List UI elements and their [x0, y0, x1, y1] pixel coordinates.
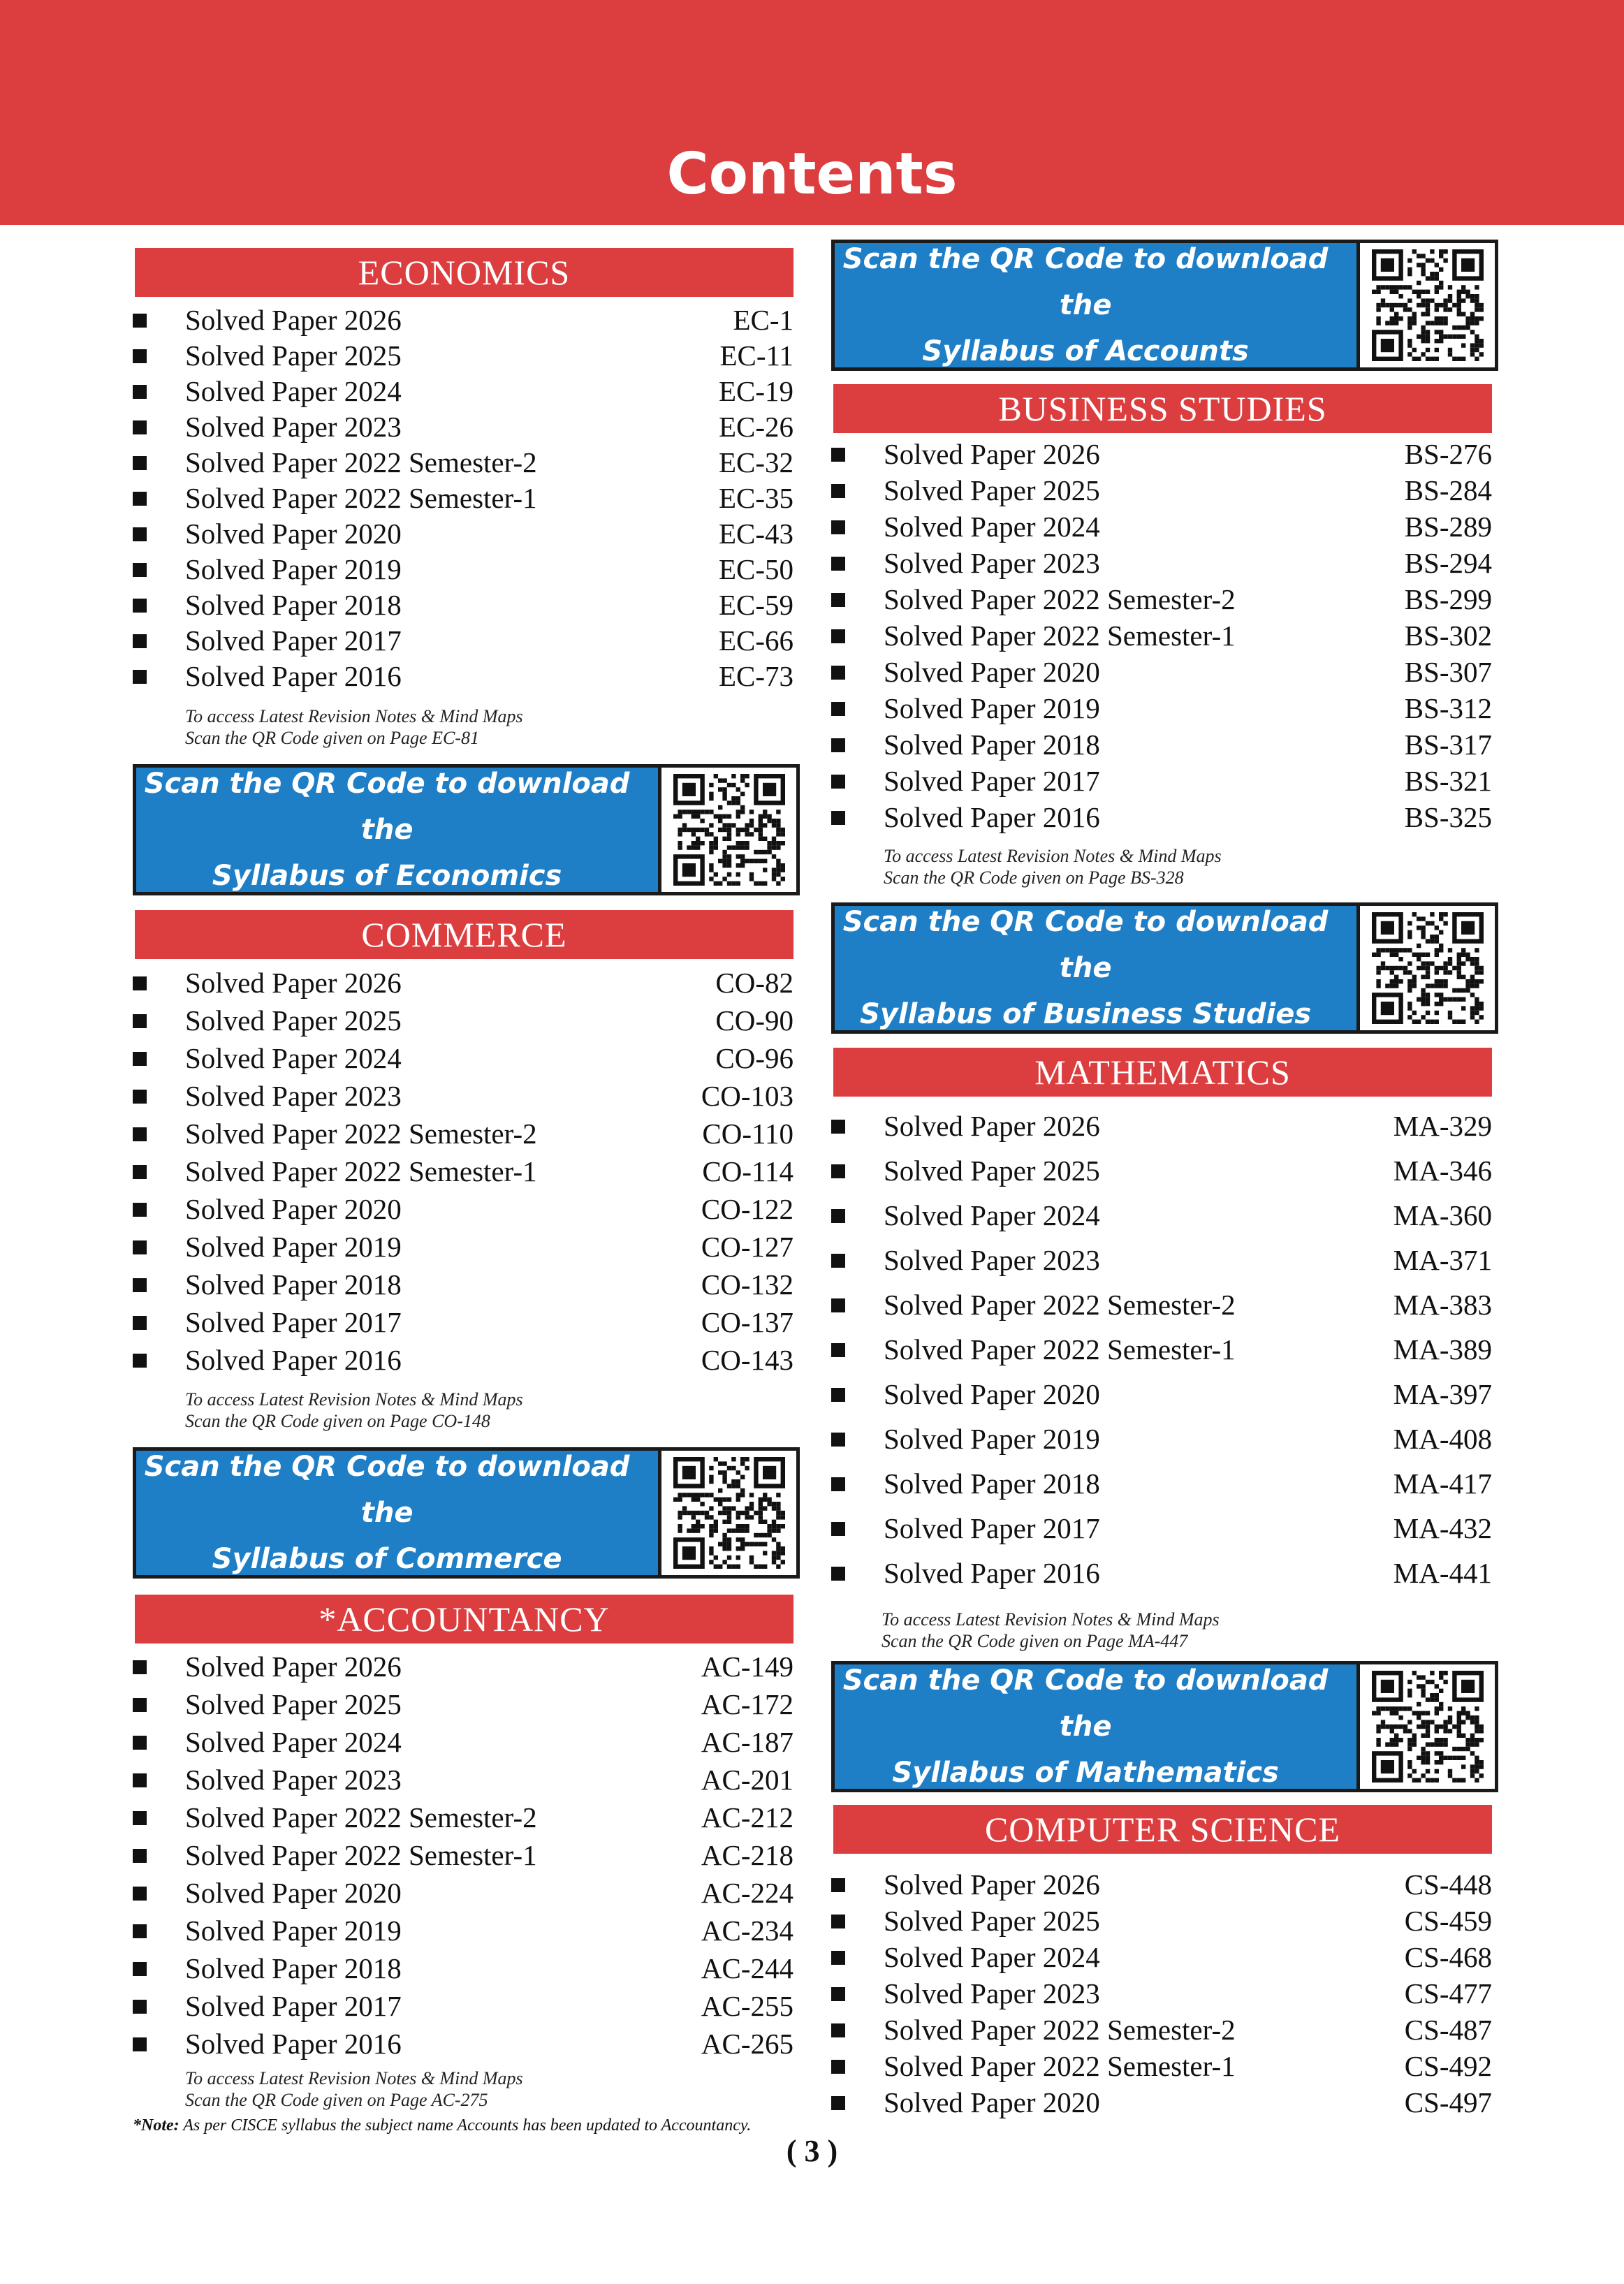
toc-entry-page: CS-448	[1404, 1868, 1492, 1901]
square-bullet-icon	[831, 1567, 845, 1581]
toc-entry-page: BS-289	[1404, 511, 1492, 543]
toc-entry-page: AC-244	[701, 1952, 793, 1984]
toc-entry[interactable]	[133, 622, 793, 659]
square-bullet-icon	[831, 1951, 845, 1965]
toc-entry[interactable]	[831, 2048, 1492, 2084]
toc-entry-page: EC-26	[718, 411, 793, 443]
toc-entry-page: BS-294	[1404, 547, 1492, 579]
square-bullet-icon	[133, 1660, 147, 1674]
toc-entry-title: Solved Paper 2017	[884, 1512, 1100, 1544]
toc-entry-title: Solved Paper 2022 Semester-1	[185, 1155, 537, 1187]
toc-entry-title: Solved Paper 2024	[884, 511, 1100, 543]
toc-entry-title: Solved Paper 2019	[884, 692, 1100, 724]
square-bullet-icon	[831, 557, 845, 571]
square-bullet-icon	[133, 634, 147, 648]
square-bullet-icon	[133, 527, 147, 541]
square-bullet-icon	[831, 1209, 845, 1223]
toc-entry-page: CO-114	[702, 1155, 793, 1187]
section-header-commerce: COMMERCE	[135, 910, 793, 959]
toc-entry-page: BS-302	[1404, 620, 1492, 652]
toc-entry[interactable]	[831, 508, 1492, 545]
toc-entry[interactable]	[831, 1331, 1492, 1368]
toc-entry-page: CO-90	[715, 1004, 793, 1037]
toc-entry[interactable]	[831, 690, 1492, 726]
business-studies-qr-banner: Scan the QR Code to download the Syllabus of Business Studies	[831, 902, 1498, 1034]
toc-entry-title: Solved Paper 2017	[185, 624, 402, 657]
square-bullet-icon	[133, 420, 147, 434]
toc-entry-title: Solved Paper 2024	[185, 1726, 402, 1758]
square-bullet-icon	[133, 2037, 147, 2051]
toc-entry-page: EC-1	[733, 304, 793, 336]
toc-entry[interactable]	[133, 1799, 793, 1836]
toc-entry-title: Solved Paper 2018	[185, 1952, 402, 1984]
toc-entry-page: AC-187	[701, 1726, 793, 1758]
toc-entry-title: Solved Paper 2022 Semester-1	[884, 1333, 1236, 1366]
toc-entry-page: CO-96	[715, 1042, 793, 1074]
toc-entry-page: MA-417	[1393, 1467, 1492, 1500]
toc-entry[interactable]	[831, 799, 1492, 835]
toc-entry-page: BS-299	[1404, 583, 1492, 615]
toc-entry[interactable]	[133, 551, 793, 587]
toc-entry-title: Solved Paper 2016	[884, 801, 1100, 833]
square-bullet-icon	[133, 1090, 147, 1104]
toc-entry-page: MA-408	[1393, 1423, 1492, 1455]
toc-entry-page: EC-59	[718, 589, 793, 621]
square-bullet-icon	[831, 1878, 845, 1892]
square-bullet-icon	[831, 2096, 845, 2110]
toc-entry-page: CO-103	[701, 1080, 793, 1112]
toc-entry-title: Solved Paper 2017	[884, 765, 1100, 797]
toc-entry-title: Solved Paper 2023	[185, 1080, 402, 1112]
square-bullet-icon	[831, 1987, 845, 2001]
toc-entry[interactable]	[133, 1304, 793, 1340]
toc-entry-page: EC-19	[718, 375, 793, 407]
toc-entry[interactable]	[831, 1975, 1492, 2012]
toc-entry[interactable]	[133, 1266, 793, 1303]
toc-entry-page: CO-122	[701, 1193, 793, 1225]
square-bullet-icon	[133, 1165, 147, 1179]
square-bullet-icon	[133, 1240, 147, 1254]
toc-entry-page: CS-487	[1404, 2014, 1492, 2046]
toc-entry-title: Solved Paper 2018	[185, 589, 402, 621]
toc-entry-title: Solved Paper 2024	[884, 1199, 1100, 1231]
toc-entry[interactable]	[831, 763, 1492, 799]
square-bullet-icon	[133, 349, 147, 363]
toc-entry[interactable]	[831, 1555, 1492, 1591]
toc-entry[interactable]	[133, 1686, 793, 1722]
toc-entry-page: AC-212	[701, 1801, 793, 1833]
toc-entry[interactable]	[133, 409, 793, 445]
square-bullet-icon	[831, 1120, 845, 1134]
toc-entry-title: Solved Paper 2016	[185, 660, 402, 692]
toc-entry-title: Solved Paper 2026	[185, 967, 402, 999]
toc-entry[interactable]	[831, 436, 1492, 472]
square-bullet-icon	[133, 1316, 147, 1330]
toc-entry-page: MA-360	[1393, 1199, 1492, 1231]
toc-entry-page: EC-66	[718, 624, 793, 657]
toc-entry-page: CO-110	[702, 1118, 793, 1150]
commerce-note: To access Latest Revision Notes & Mind Maps Scan the QR Code given on Page CO-148	[185, 1389, 523, 1431]
toc-entry-title: Solved Paper 2022 Semester-2	[884, 2014, 1236, 2046]
toc-entry-title: Solved Paper 2022 Semester-2	[884, 1289, 1236, 1321]
qr-code-icon[interactable]	[1356, 906, 1495, 1030]
square-bullet-icon	[831, 1164, 845, 1178]
toc-entry-page: MA-441	[1393, 1557, 1492, 1589]
toc-entry-page: EC-32	[718, 446, 793, 478]
square-bullet-icon	[133, 1887, 147, 1901]
square-bullet-icon	[133, 2000, 147, 2014]
toc-entry-page: AC-218	[701, 1839, 793, 1871]
qr-code-icon[interactable]	[1356, 243, 1495, 367]
toc-entry-title: Solved Paper 2018	[884, 1467, 1100, 1500]
toc-entry-page: MA-346	[1393, 1155, 1492, 1187]
toc-entry[interactable]	[831, 654, 1492, 690]
toc-entry[interactable]	[133, 1191, 793, 1227]
qr-code-icon[interactable]	[1356, 1664, 1495, 1789]
toc-entry[interactable]	[133, 302, 793, 338]
toc-entry[interactable]	[831, 1939, 1492, 1975]
toc-entry[interactable]	[831, 1866, 1492, 1903]
toc-entry-title: Solved Paper 2020	[185, 1193, 402, 1225]
toc-entry[interactable]	[133, 373, 793, 409]
toc-entry-page: EC-35	[718, 482, 793, 514]
square-bullet-icon	[831, 738, 845, 752]
toc-entry[interactable]	[831, 1376, 1492, 1412]
toc-entry-title: Solved Paper 2026	[884, 438, 1100, 470]
square-bullet-icon	[831, 1388, 845, 1402]
square-bullet-icon	[133, 1924, 147, 1938]
mathematics-note: To access Latest Revision Notes & Mind Maps Scan the QR Code given on Page MA-447	[882, 1609, 1220, 1651]
toc-entry-page: AC-265	[701, 2028, 793, 2060]
toc-entry-page: EC-43	[718, 518, 793, 550]
square-bullet-icon	[133, 1203, 147, 1217]
toc-entry-title: Solved Paper 2017	[185, 1990, 402, 2022]
qr-code-icon[interactable]	[658, 768, 796, 892]
toc-entry[interactable]	[133, 1950, 793, 1986]
toc-entry[interactable]	[133, 1912, 793, 1949]
toc-entry[interactable]	[133, 444, 793, 481]
square-bullet-icon	[831, 811, 845, 825]
square-bullet-icon	[133, 1278, 147, 1292]
toc-entry[interactable]	[133, 480, 793, 516]
toc-entry[interactable]	[133, 1229, 793, 1265]
toc-entry-page: BS-325	[1404, 801, 1492, 833]
square-bullet-icon	[831, 484, 845, 498]
toc-entry-page: MA-397	[1393, 1378, 1492, 1410]
toc-entry-title: Solved Paper 2022 Semester-2	[884, 583, 1236, 615]
toc-entry[interactable]	[831, 1197, 1492, 1233]
square-bullet-icon	[133, 1052, 147, 1066]
square-bullet-icon	[133, 1014, 147, 1028]
toc-entry-page: EC-73	[718, 660, 793, 692]
toc-entry-page: BS-321	[1404, 765, 1492, 797]
toc-entry-title: Solved Paper 2016	[185, 1344, 402, 1376]
square-bullet-icon	[831, 1298, 845, 1312]
toc-entry-page: CS-459	[1404, 1905, 1492, 1937]
accountancy-note: To access Latest Revision Notes & Mind Maps Scan the QR Code given on Page AC-275	[185, 2068, 523, 2110]
toc-entry-title: Solved Paper 2016	[884, 1557, 1100, 1589]
toc-entry-title: Solved Paper 2023	[884, 547, 1100, 579]
toc-entry-title: Solved Paper 2017	[185, 1306, 402, 1338]
toc-entry-title: Solved Paper 2023	[185, 1764, 402, 1796]
square-bullet-icon	[831, 448, 845, 462]
toc-entry[interactable]	[831, 545, 1492, 581]
toc-entry-title: Solved Paper 2026	[185, 304, 402, 336]
toc-entry[interactable]	[831, 1287, 1492, 1323]
square-bullet-icon	[133, 599, 147, 613]
section-header-computer-science: COMPUTER SCIENCE	[833, 1805, 1492, 1854]
toc-entry-title: Solved Paper 2024	[884, 1941, 1100, 1973]
square-bullet-icon	[133, 492, 147, 506]
toc-entry-page: CS-492	[1404, 2050, 1492, 2082]
toc-entry-page: BS-276	[1404, 438, 1492, 470]
section-header-economics: ECONOMICS	[135, 248, 793, 297]
square-bullet-icon	[133, 670, 147, 684]
toc-entry-page: AC-224	[701, 1877, 793, 1909]
square-bullet-icon	[133, 1736, 147, 1750]
toc-entry-title: Solved Paper 2020	[185, 1877, 402, 1909]
toc-entry-page: EC-11	[719, 339, 793, 372]
square-bullet-icon	[831, 1254, 845, 1268]
toc-entry[interactable]	[831, 1465, 1492, 1502]
toc-entry[interactable]	[133, 1648, 793, 1685]
square-bullet-icon	[831, 702, 845, 716]
toc-entry[interactable]	[133, 515, 793, 552]
toc-entry[interactable]	[133, 658, 793, 694]
toc-entry[interactable]	[831, 472, 1492, 508]
toc-entry[interactable]	[133, 1342, 793, 1378]
toc-entry[interactable]	[831, 1510, 1492, 1546]
square-bullet-icon	[831, 775, 845, 789]
toc-entry-page: AC-234	[701, 1915, 793, 1947]
economics-note: To access Latest Revision Notes & Mind Maps Scan the QR Code given on Page EC-81	[185, 706, 523, 748]
accounts-qr-banner: Scan the QR Code to download the Syllabus of Accounts	[831, 240, 1498, 371]
toc-entry-title: Solved Paper 2023	[884, 1977, 1100, 2010]
toc-entry[interactable]	[831, 1421, 1492, 1457]
toc-entry-page: AC-255	[701, 1990, 793, 2022]
toc-entry-title: Solved Paper 2025	[185, 339, 402, 372]
toc-entry[interactable]	[133, 1002, 793, 1039]
toc-entry-page: CS-477	[1404, 1977, 1492, 2010]
square-bullet-icon	[831, 593, 845, 607]
toc-entry-page: MA-329	[1393, 1110, 1492, 1142]
toc-entry-page: MA-389	[1393, 1333, 1492, 1366]
economics-qr-banner: Scan the QR Code to download the Syllabus of Economics	[133, 764, 800, 895]
toc-entry[interactable]	[133, 1762, 793, 1798]
toc-entry-title: Solved Paper 2020	[884, 1378, 1100, 1410]
section-header-mathematics: MATHEMATICS	[833, 1048, 1492, 1097]
toc-entry-page: BS-284	[1404, 474, 1492, 506]
square-bullet-icon	[831, 629, 845, 643]
toc-entry-page: MA-432	[1393, 1512, 1492, 1544]
toc-entry[interactable]	[831, 726, 1492, 763]
toc-entry-title: Solved Paper 2026	[884, 1868, 1100, 1901]
footnote: *Note: As per CISCE syllabus the subject name Accounts has been updated to Accountancy.	[133, 2116, 752, 2135]
square-bullet-icon	[831, 2023, 845, 2037]
toc-entry-title: Solved Paper 2025	[185, 1004, 402, 1037]
qr-code-icon[interactable]	[658, 1451, 796, 1575]
toc-entry[interactable]	[133, 1837, 793, 1873]
toc-entry[interactable]	[133, 337, 793, 374]
toc-entry-title: Solved Paper 2025	[884, 1905, 1100, 1937]
toc-entry-page: BS-317	[1404, 729, 1492, 761]
square-bullet-icon	[133, 456, 147, 470]
toc-entry[interactable]	[133, 1153, 793, 1189]
square-bullet-icon	[831, 2060, 845, 2074]
toc-entry-title: Solved Paper 2023	[185, 411, 402, 443]
toc-entry[interactable]	[133, 1724, 793, 1760]
square-bullet-icon	[133, 1127, 147, 1141]
toc-entry-title: Solved Paper 2022 Semester-1	[185, 1839, 537, 1871]
toc-entry-title: Solved Paper 2025	[185, 1688, 402, 1720]
toc-entry-title: Solved Paper 2020	[185, 518, 402, 550]
toc-entry-title: Solved Paper 2019	[884, 1423, 1100, 1455]
toc-entry-page: CS-468	[1404, 1941, 1492, 1973]
toc-entry-page: MA-371	[1393, 1244, 1492, 1276]
toc-entry-title: Solved Paper 2020	[884, 656, 1100, 688]
toc-entry-page: CS-497	[1404, 2086, 1492, 2118]
toc-entry-title: Solved Paper 2023	[884, 1244, 1100, 1276]
square-bullet-icon	[133, 1773, 147, 1787]
toc-entry[interactable]	[133, 1040, 793, 1076]
toc-entry[interactable]	[133, 1988, 793, 2024]
square-bullet-icon	[133, 976, 147, 990]
toc-entry-title: Solved Paper 2025	[884, 474, 1100, 506]
toc-entry-title: Solved Paper 2026	[884, 1110, 1100, 1142]
toc-entry[interactable]	[133, 1875, 793, 1911]
toc-entry-title: Solved Paper 2019	[185, 1231, 402, 1263]
square-bullet-icon	[133, 563, 147, 577]
section-header-accountancy: *ACCOUNTANCY	[135, 1595, 793, 1644]
toc-entry-page: AC-172	[701, 1688, 793, 1720]
toc-entry-page: AC-149	[701, 1650, 793, 1683]
toc-entry[interactable]	[133, 965, 793, 1001]
toc-entry[interactable]	[133, 1078, 793, 1114]
toc-entry-title: Solved Paper 2019	[185, 1915, 402, 1947]
mathematics-qr-banner: Scan the QR Code to download the Syllabus of Mathematics	[831, 1661, 1498, 1792]
square-bullet-icon	[831, 520, 845, 534]
toc-entry[interactable]	[831, 1108, 1492, 1144]
toc-entry-title: Solved Paper 2022 Semester-1	[884, 2050, 1236, 2082]
square-bullet-icon	[133, 1962, 147, 1976]
toc-entry[interactable]	[831, 1152, 1492, 1189]
toc-entry[interactable]	[831, 2012, 1492, 2048]
section-header-business-studies: BUSINESS STUDIES	[833, 384, 1492, 433]
toc-entry-title: Solved Paper 2024	[185, 375, 402, 407]
square-bullet-icon	[133, 1811, 147, 1825]
square-bullet-icon	[831, 1433, 845, 1447]
square-bullet-icon	[133, 1354, 147, 1368]
business-studies-note: To access Latest Revision Notes & Mind Maps Scan the QR Code given on Page BS-328	[884, 846, 1222, 888]
toc-entry[interactable]	[831, 2084, 1492, 2121]
toc-entry-page: BS-312	[1404, 692, 1492, 724]
toc-entry-title: Solved Paper 2019	[185, 553, 402, 585]
toc-entry-page: MA-383	[1393, 1289, 1492, 1321]
square-bullet-icon	[831, 666, 845, 680]
square-bullet-icon	[831, 1915, 845, 1928]
toc-entry[interactable]	[831, 1242, 1492, 1278]
toc-entry[interactable]	[133, 1115, 793, 1152]
toc-entry-title: Solved Paper 2022 Semester-2	[185, 1118, 537, 1150]
toc-entry-title: Solved Paper 2022 Semester-1	[185, 482, 537, 514]
square-bullet-icon	[831, 1522, 845, 1536]
commerce-qr-banner: Scan the QR Code to download the Syllabus of Commerce	[133, 1447, 800, 1579]
toc-entry-title: Solved Paper 2020	[884, 2086, 1100, 2118]
toc-entry-title: Solved Paper 2018	[884, 729, 1100, 761]
toc-entry-title: Solved Paper 2026	[185, 1650, 402, 1683]
toc-entry-title: Solved Paper 2022 Semester-1	[884, 620, 1236, 652]
toc-entry[interactable]	[133, 587, 793, 623]
toc-entry-page: BS-307	[1404, 656, 1492, 688]
toc-entry-title: Solved Paper 2022 Semester-2	[185, 1801, 537, 1833]
square-bullet-icon	[831, 1343, 845, 1357]
square-bullet-icon	[133, 314, 147, 328]
toc-entry-page: AC-201	[701, 1764, 793, 1796]
toc-entry[interactable]	[831, 617, 1492, 654]
page-number: ( 3 )	[786, 2134, 838, 2168]
toc-entry-page: CO-132	[701, 1268, 793, 1301]
square-bullet-icon	[831, 1477, 845, 1491]
square-bullet-icon	[133, 1849, 147, 1863]
toc-entry[interactable]	[831, 581, 1492, 617]
toc-entry-title: Solved Paper 2016	[185, 2028, 402, 2060]
square-bullet-icon	[133, 1698, 147, 1712]
toc-entry-page: CO-127	[701, 1231, 793, 1263]
toc-entry-page: CO-137	[701, 1306, 793, 1338]
toc-entry-title: Solved Paper 2018	[185, 1268, 402, 1301]
toc-entry[interactable]	[831, 1903, 1492, 1939]
toc-entry[interactable]	[133, 2026, 793, 2062]
square-bullet-icon	[133, 385, 147, 399]
toc-entry-page: EC-50	[718, 553, 793, 585]
page-title: Contents	[666, 141, 958, 207]
toc-entry-page: CO-143	[701, 1344, 793, 1376]
toc-entry-title: Solved Paper 2025	[884, 1155, 1100, 1187]
toc-entry-title: Solved Paper 2022 Semester-2	[185, 446, 537, 478]
toc-entry-page: CO-82	[715, 967, 793, 999]
toc-entry-title: Solved Paper 2024	[185, 1042, 402, 1074]
